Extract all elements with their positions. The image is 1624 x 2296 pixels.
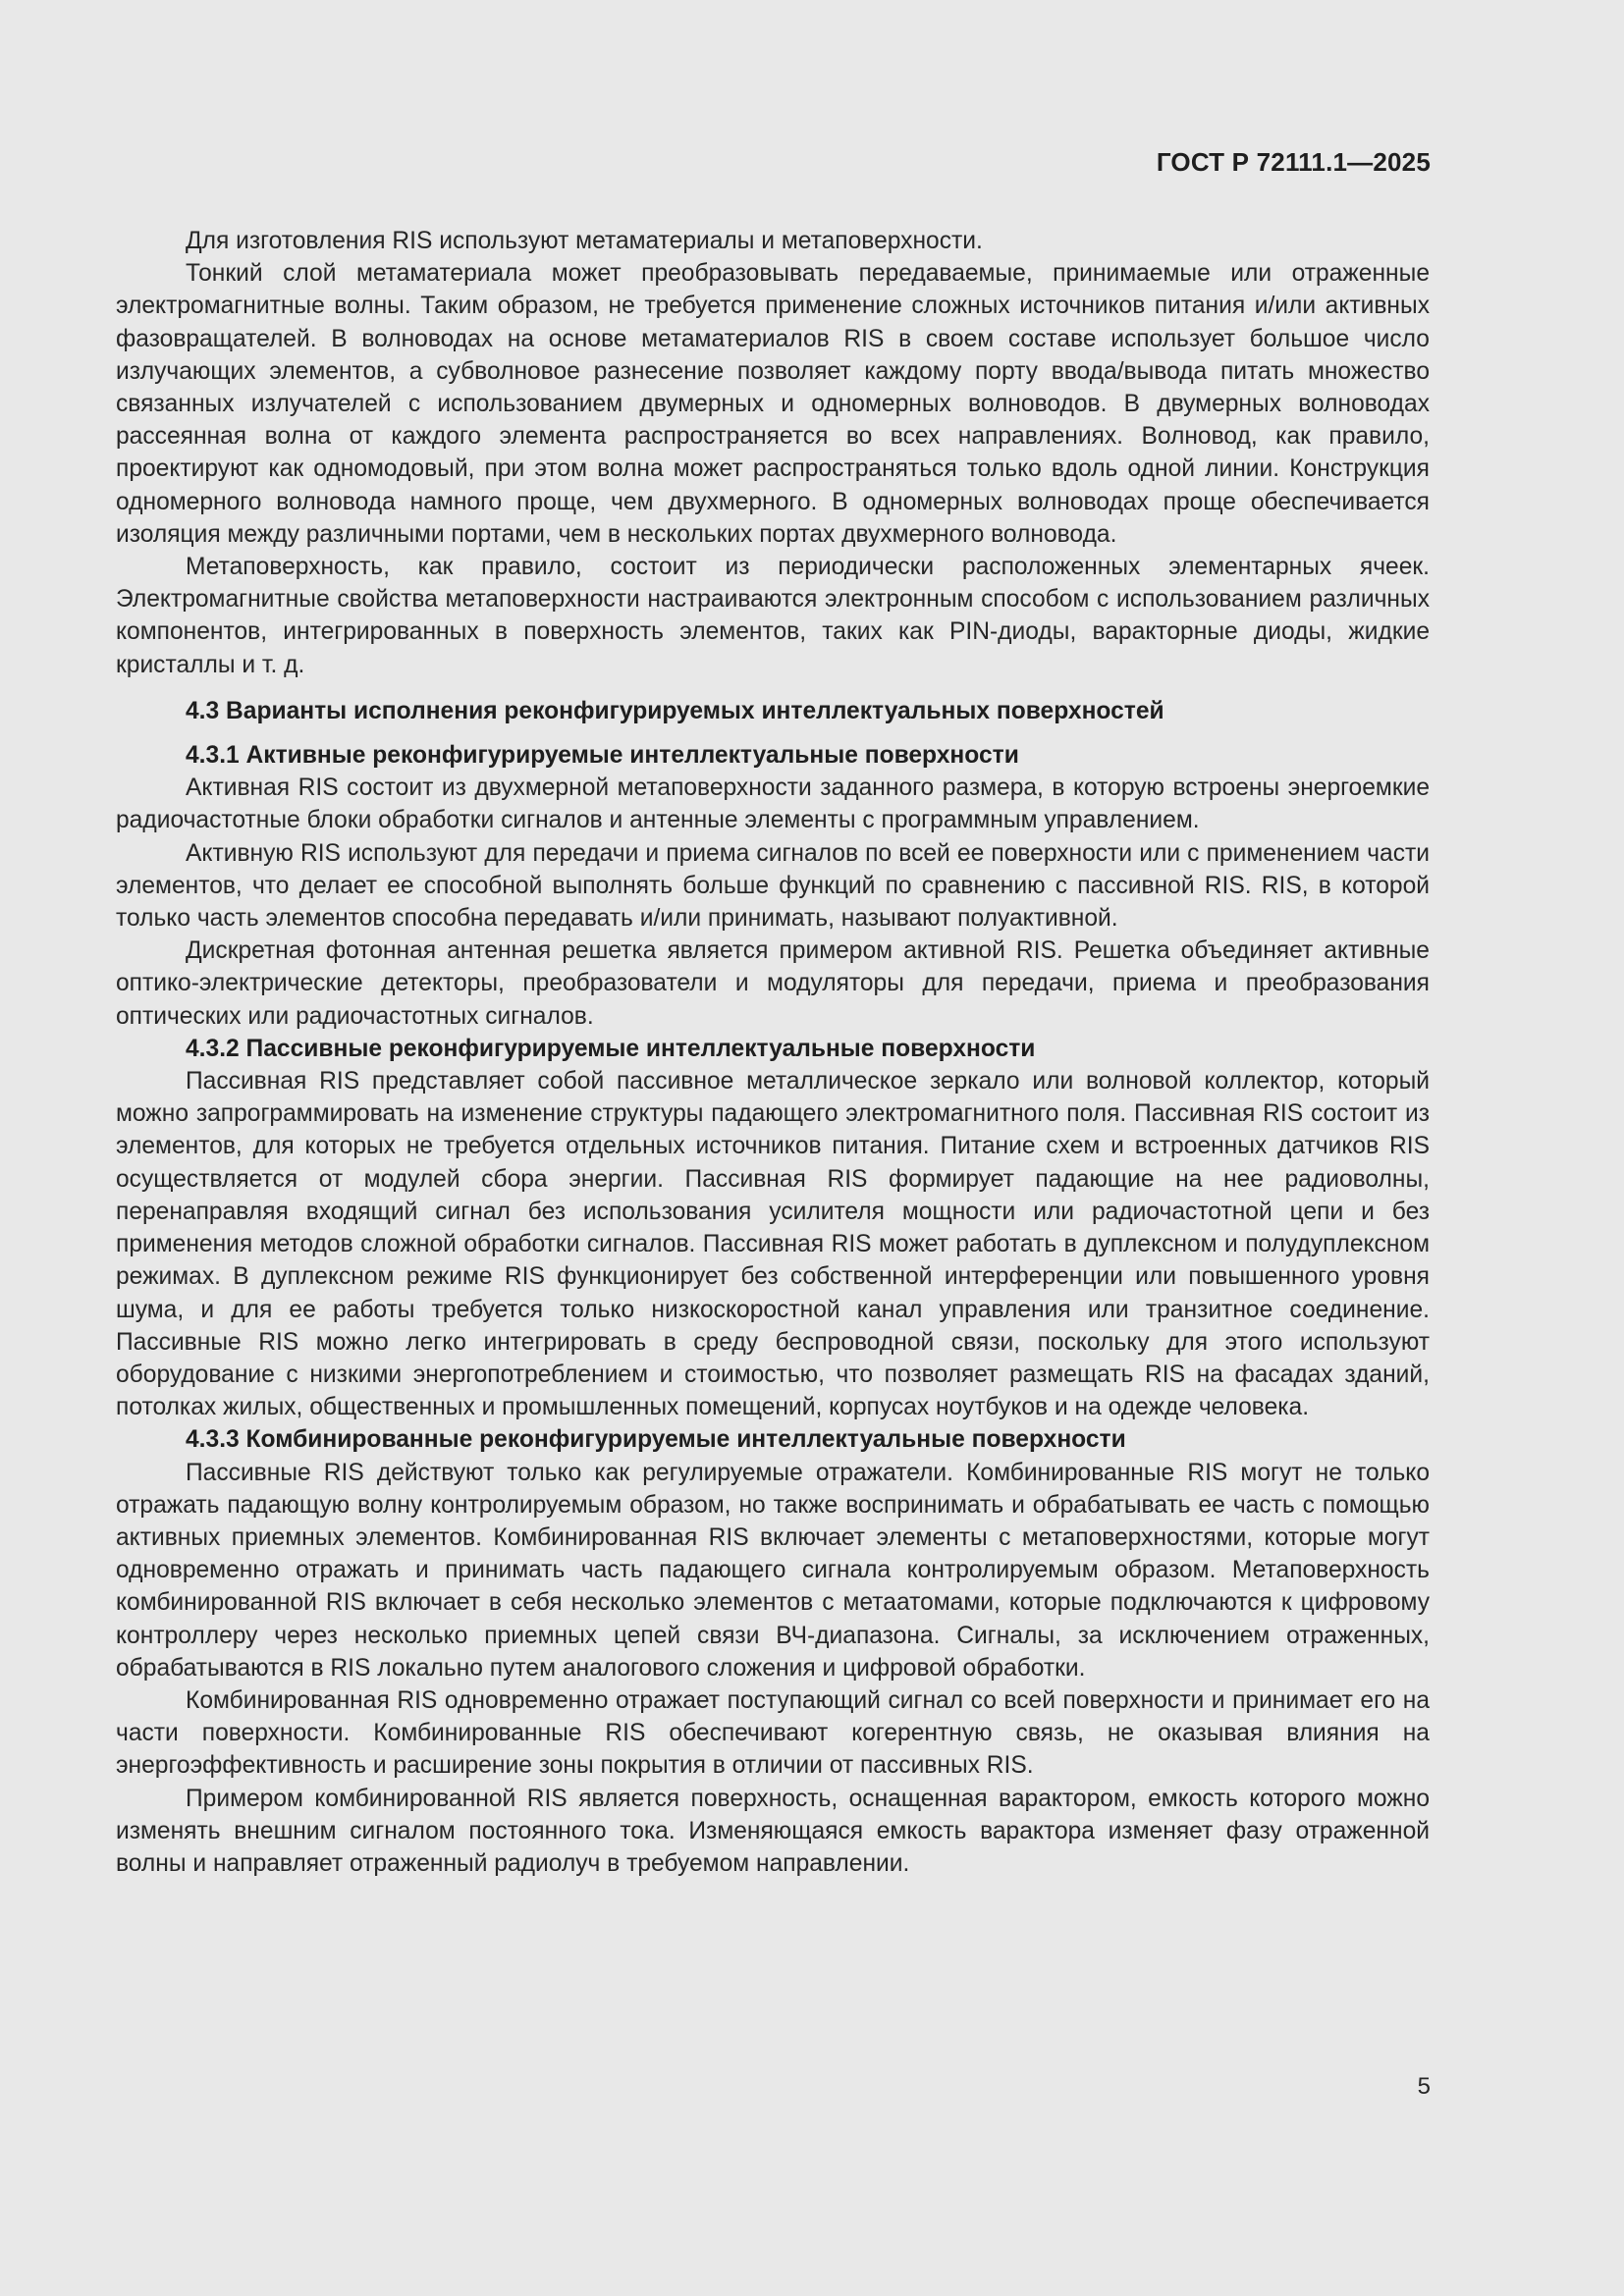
paragraph: Тонкий слой метаматериала может преобразовывать передаваемые, принимаемые или отраженные электромагнитные волны. Таким образом, не требуется применение сложных источников питания и/или активных фазовращателей. В волноводах на основе метаматериалов RIS в своем составе использует большое число излучающих элементов, а субволновое разнесение позволяет каждому порту ввода/вывода питать множество связанных излучателей с использованием двумерных и одномерных волноводов. В двумерных волноводах рассеянная волна от каждого элемента распространяется во всех направлениях. Волновод, как правило, проектируют как одномодовый, при этом волна может распространяться только вдоль одной линии. Конструкция одномерного волновода намного проще, чем двухмерного. В одномерных волноводах проще обеспечивается изоляция между различными портами, чем в нескольких портах двухмерного волновода. bbox=[116, 260, 1430, 548]
paragraph: Пассивные RIS действуют только как регулируемые отражатели. Комбинированные RIS могут не только отражать падающую волну контролируемым образом, но также воспринимать и обрабатывать ее часть с помощью активных приемных элементов. Комбинированная RIS включает элементы с метаповерхностями, которые могут одновременно отражать и принимать часть падающего сигнала контролируемым образом. Метаповерхность комбинированной RIS включает в себя несколько элементов с метаатомами, которые подключаются к цифровому контроллеру через несколько приемных цепей связи ВЧ-диапазона. Сигналы, за исключением отраженных, обрабатываются в RIS локально путем аналогового сложения и цифровой обработки. bbox=[116, 1459, 1430, 1682]
paragraph: Активную RIS используют для передачи и приема сигналов по всей ее поверхности или с применением части элементов, что делает ее способной выполнять больше функций по сравнению с пассивной RIS. RIS, в которой только часть элементов способна передавать и/или принимать, называют полуактивной. bbox=[116, 839, 1430, 933]
subsection-heading-4-3-2: 4.3.2 Пассивные реконфигурируемые интеллектуальные поверхности bbox=[186, 1035, 1036, 1062]
paragraph: Комбинированная RIS одновременно отражает поступающий сигнал со всей поверхности и принимает его на части поверхности. Комбинированные RIS обеспечивают когерентную связь, не оказывая влияния на энергоэффективность и расширение зоны покрытия в отличии от пассивных RIS. bbox=[116, 1686, 1430, 1780]
page-number: 5 bbox=[1417, 2073, 1431, 2100]
section-heading-4-3: 4.3 Варианты исполнения реконфигурируемых интеллектуальных поверхностей bbox=[186, 697, 1164, 724]
paragraph: Пассивная RIS представляет собой пассивное металлическое зеркало или волновой коллектор, который можно запрограммировать на изменение структуры падающего электромагнитного поля. Пассивная RIS состоит из элементов, для которых не требуется отдельных источников питания. Питание схем и встроенных датчиков RIS осуществляется от модулей сбора энергии. Пассивная RIS формирует падающие на нее радиоволны, перенаправляя входящий сигнал без использования усилителя мощности или радиочастотной цепи и без применения методов сложной обработки сигналов. Пассивная RIS может работать в дуплексном и полудуплексном режимах. В дуплексном режиме RIS функционирует без собственной интерференции или повышенного уровня шума, и для ее работы требуется только низкоскоростной канал управления или транзитное соединение. Пассивные RIS можно легко интегрировать в среду беспроводной связи, поскольку для этого используют оборудование с низкими энергопотреблением и стоимостью, что позволяет размещать RIS на фасадах зданий, потолках жилых, общественных и промышленных помещений, корпусах ноутбуков и на одежде человека. bbox=[116, 1068, 1430, 1421]
subsection-heading-4-3-1: 4.3.1 Активные реконфигурируемые интеллектуальные поверхности bbox=[186, 742, 1019, 770]
paragraph: Метаповерхность, как правило, состоит из периодически расположенных элементарных ячеек. Электромагнитные свойства метаповерхности настраиваются электронным способом с использованием различных компонентов, интегрированных в поверхность элементов, таких как PIN-диоды, варакторные диоды, жидкие кристаллы и т. д. bbox=[116, 554, 1430, 678]
paragraph: Для изготовления RIS используют метаматериалы и метаповерхности. bbox=[186, 228, 983, 254]
document-body bbox=[116, 225, 1430, 1880]
document-code-header: ГОСТ Р 72111.1—2025 bbox=[1156, 147, 1431, 177]
paragraph: Примером комбинированной RIS является поверхность, оснащенная варактором, емкость которого можно изменять внешним сигналом постоянного тока. Изменяющаяся емкость варактора изменяет фазу отраженной волны и направляет отраженный радиолуч в требуемом направлении. bbox=[116, 1785, 1430, 1877]
paragraph: Активная RIS состоит из двухмерной метаповерхности заданного размера, в которую встроены энергоемкие радиочастотные блоки обработки сигналов и антенные элементы с программным управлением. bbox=[116, 774, 1430, 834]
subsection-heading-4-3-3: 4.3.3 Комбинированные реконфигурируемые интеллектуальные поверхности bbox=[186, 1426, 1126, 1454]
paragraph: Дискретная фотонная антенная решетка является примером активной RIS. Решетка объединяет активные оптико-электрические детекторы, преобразователи и модуляторы для передачи, приема и преобразования оптических или радиочастотных сигналов. bbox=[116, 937, 1430, 1030]
